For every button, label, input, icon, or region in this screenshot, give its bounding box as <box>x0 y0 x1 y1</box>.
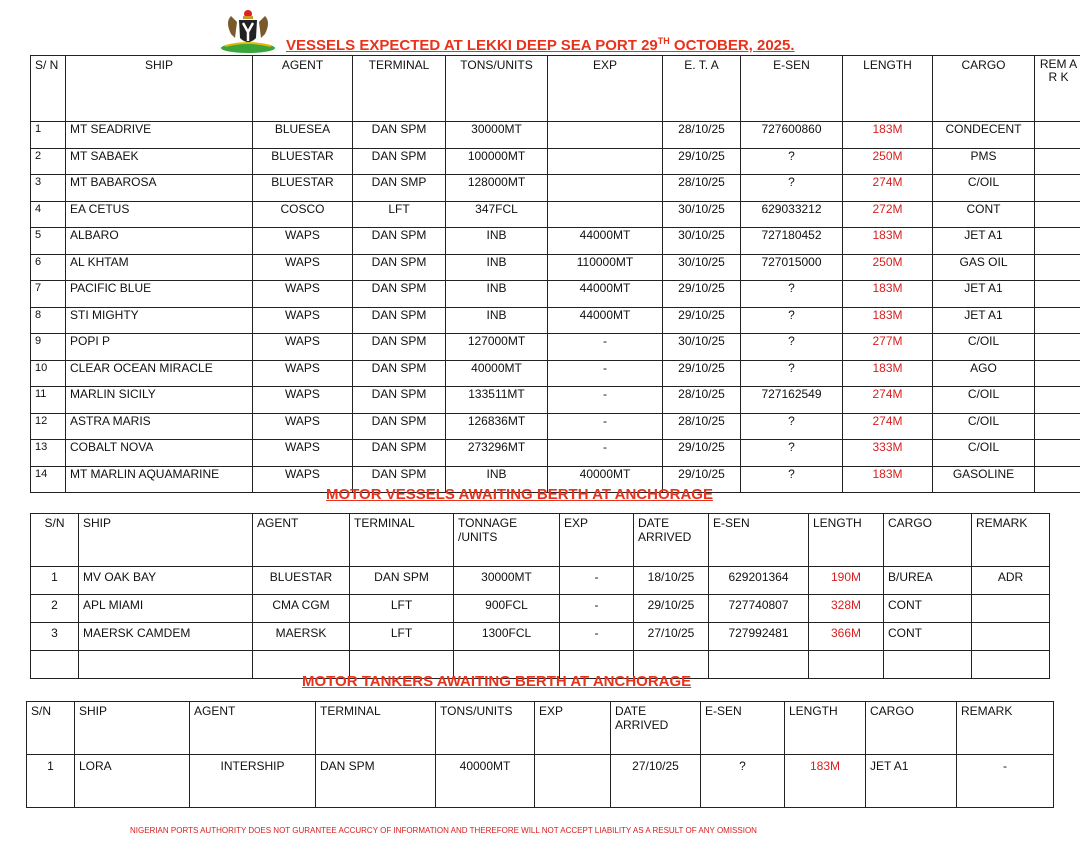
col-tons: TONS/UNITS <box>436 702 535 755</box>
cell-agent: BLUESTAR <box>253 148 353 175</box>
cell-agent: WAPS <box>253 440 353 467</box>
cell-cargo: JET A1 <box>866 755 957 808</box>
cell-cargo: C/OIL <box>933 440 1035 467</box>
cell-tons: INB <box>446 254 548 281</box>
cell-agent: INTERSHIP <box>190 755 316 808</box>
motor-tankers-title: MOTOR TANKERS AWAITING BERTH AT ANCHORAGE <box>302 673 692 690</box>
col-remark: REMARK <box>972 514 1050 567</box>
cell-exp: - <box>560 595 634 623</box>
cell-terminal: LFT <box>350 623 454 651</box>
col-exp: EXP <box>535 702 611 755</box>
table-row <box>27 755 1054 808</box>
cell-remark <box>1035 228 1080 255</box>
cell-terminal: DAN SPM <box>353 254 446 281</box>
cell-remark <box>1035 307 1080 334</box>
table-row <box>31 201 1080 228</box>
table-row <box>31 175 1080 202</box>
cell-eta: 28/10/25 <box>663 387 741 414</box>
cell-eta: 29/10/25 <box>663 281 741 308</box>
cell-tons: 40000MT <box>446 360 548 387</box>
cell-agent: WAPS <box>253 413 353 440</box>
expected-vessels-table <box>30 55 1080 493</box>
col-length: LENGTH <box>809 514 884 567</box>
cell-agent: COSCO <box>253 201 353 228</box>
cell-agent: BLUESTAR <box>253 175 353 202</box>
col-esen: E-SEN <box>701 702 785 755</box>
cell-cargo <box>884 651 972 679</box>
cell-remark <box>972 651 1050 679</box>
col-sn: S/N <box>27 702 75 755</box>
cell-length: 277M <box>843 334 933 361</box>
cell-eta: 29/10/25 <box>663 307 741 334</box>
col-date-arrived: DATE ARRIVED <box>611 702 701 755</box>
col-ship: SHIP <box>66 56 253 122</box>
cell-agent: WAPS <box>253 254 353 281</box>
cell-agent: CMA CGM <box>253 595 350 623</box>
cell-date: 29/10/25 <box>634 595 709 623</box>
cell-ship: CLEAR OCEAN MIRACLE <box>66 360 253 387</box>
cell-ship: EA CETUS <box>66 201 253 228</box>
cell-eta: 28/10/25 <box>663 413 741 440</box>
cell-cargo: JET A1 <box>933 281 1035 308</box>
cell-length: 274M <box>843 413 933 440</box>
cell-esen: 727180452 <box>741 228 843 255</box>
cell-ship: MT SEADRIVE <box>66 122 253 149</box>
cell-ship: PACIFIC BLUE <box>66 281 253 308</box>
col-cargo: CARGO <box>884 514 972 567</box>
cell-cargo: CONT <box>884 623 972 651</box>
cell-tons: INB <box>446 307 548 334</box>
cell-terminal: DAN SPM <box>353 360 446 387</box>
col-date-arrived: DATE ARRIVED <box>634 514 709 567</box>
cell-date: 18/10/25 <box>634 567 709 595</box>
cell-terminal: DAN SPM <box>353 281 446 308</box>
motor-vessels-table <box>30 513 1050 679</box>
cell-sn: 1 <box>31 122 66 149</box>
cell-length: 190M <box>809 567 884 595</box>
cell-agent: WAPS <box>253 387 353 414</box>
table-row <box>31 307 1080 334</box>
cell-terminal: DAN SPM <box>353 228 446 255</box>
cell-sn: 5 <box>31 228 66 255</box>
col-agent: AGENT <box>253 514 350 567</box>
cell-sn: 6 <box>31 254 66 281</box>
cell-eta: 30/10/25 <box>663 334 741 361</box>
cell-esen: ? <box>741 413 843 440</box>
cell-sn: 7 <box>31 281 66 308</box>
cell-tons: 30000MT <box>454 567 560 595</box>
cell-terminal: DAN SPM <box>353 440 446 467</box>
cell-remark <box>1035 122 1080 149</box>
cell-remark <box>1035 440 1080 467</box>
cell-cargo: PMS <box>933 148 1035 175</box>
cell-sn: 10 <box>31 360 66 387</box>
cell-sn: 2 <box>31 148 66 175</box>
cell-eta: 29/10/25 <box>663 148 741 175</box>
cell-exp: - <box>548 334 663 361</box>
cell-tons: INB <box>446 228 548 255</box>
cell-length <box>809 651 884 679</box>
cell-esen: 629033212 <box>741 201 843 228</box>
cell-ship: MT MARLIN AQUAMARINE <box>66 466 253 493</box>
cell-date: 27/10/25 <box>634 623 709 651</box>
cell-agent: WAPS <box>253 360 353 387</box>
col-remark: REM A R K <box>1035 56 1080 122</box>
table-header-row <box>31 56 1080 122</box>
cell-date: 27/10/25 <box>611 755 701 808</box>
cell-tons: 30000MT <box>446 122 548 149</box>
cell-ship: MT SABAEK <box>66 148 253 175</box>
cell-agent: MAERSK <box>253 623 350 651</box>
cell-eta: 30/10/25 <box>663 254 741 281</box>
cell-remark <box>1035 413 1080 440</box>
cell-cargo: C/OIL <box>933 334 1035 361</box>
cell-ship: MV OAK BAY <box>79 567 253 595</box>
table-row <box>31 334 1080 361</box>
cell-ship: POPI P <box>66 334 253 361</box>
col-sn: S/ N <box>31 56 66 122</box>
cell-esen <box>709 651 809 679</box>
cell-agent: BLUESEA <box>253 122 353 149</box>
cell-length: 250M <box>843 148 933 175</box>
cell-remark <box>1035 254 1080 281</box>
disclaimer-text: NIGERIAN PORTS AUTHORITY DOES NOT GURANTEE ACCURCY OF INFORMATION AND THEREFORE WILL NOT ACCEPT LIABILITY AS A RESULT OF ANY OMISSION <box>130 826 757 835</box>
col-agent: AGENT <box>253 56 353 122</box>
cell-esen: 727015000 <box>741 254 843 281</box>
cell-tons: INB <box>446 466 548 493</box>
col-esen: E-SEN <box>741 56 843 122</box>
cell-esen: ? <box>741 175 843 202</box>
cell-cargo: C/OIL <box>933 387 1035 414</box>
cell-agent: WAPS <box>253 466 353 493</box>
cell-sn: 11 <box>31 387 66 414</box>
cell-terminal: LFT <box>350 595 454 623</box>
cell-tons: INB <box>446 281 548 308</box>
cell-sn: 9 <box>31 334 66 361</box>
table-row <box>31 440 1080 467</box>
cell-ship: ALBARO <box>66 228 253 255</box>
cell-agent: WAPS <box>253 281 353 308</box>
cell-exp <box>548 122 663 149</box>
cell-cargo: B/UREA <box>884 567 972 595</box>
cell-esen: 727162549 <box>741 387 843 414</box>
cell-tons: 133511MT <box>446 387 548 414</box>
col-ship: SHIP <box>75 702 190 755</box>
col-eta: E. T. A <box>663 56 741 122</box>
cell-terminal: LFT <box>353 201 446 228</box>
page-title: VESSELS EXPECTED AT LEKKI DEEP SEA PORT 29TH OCTOBER, 2025. <box>286 36 795 54</box>
cell-length: 183M <box>843 466 933 493</box>
cell-eta: 29/10/25 <box>663 360 741 387</box>
cell-sn: 3 <box>31 623 79 651</box>
cell-esen: 629201364 <box>709 567 809 595</box>
cell-remark <box>1035 175 1080 202</box>
cell-tons: 347FCL <box>446 201 548 228</box>
table-row <box>31 387 1080 414</box>
table-row <box>31 228 1080 255</box>
col-terminal: TERMINAL <box>350 514 454 567</box>
col-terminal: TERMINAL <box>353 56 446 122</box>
col-agent: AGENT <box>190 702 316 755</box>
cell-exp: - <box>560 567 634 595</box>
cell-terminal: DAN SPM <box>353 148 446 175</box>
col-cargo: CARGO <box>866 702 957 755</box>
cell-exp: - <box>548 360 663 387</box>
cell-exp: 44000MT <box>548 281 663 308</box>
cell-esen: ? <box>741 440 843 467</box>
cell-cargo: C/OIL <box>933 413 1035 440</box>
motor-vessels-title: MOTOR VESSELS AWAITING BERTH AT ANCHORAGE <box>326 486 713 503</box>
table-row <box>31 148 1080 175</box>
cell-remark <box>1035 360 1080 387</box>
table-row <box>31 281 1080 308</box>
cell-terminal: DAN SPM <box>353 122 446 149</box>
cell-eta: 28/10/25 <box>663 122 741 149</box>
cell-length: 183M <box>843 360 933 387</box>
cell-length: 333M <box>843 440 933 467</box>
cell-terminal: DAN SPM <box>350 567 454 595</box>
cell-agent: WAPS <box>253 307 353 334</box>
cell-esen: ? <box>701 755 785 808</box>
cell-agent: BLUESTAR <box>253 567 350 595</box>
table-header-row <box>31 514 1050 567</box>
cell-terminal: DAN SPM <box>316 755 436 808</box>
cell-exp: - <box>548 440 663 467</box>
cell-length: 183M <box>843 122 933 149</box>
cell-exp: - <box>560 623 634 651</box>
cell-esen: 727992481 <box>709 623 809 651</box>
cell-remark <box>1035 281 1080 308</box>
cell-length: 183M <box>785 755 866 808</box>
col-tonnage: TONNAGE /UNITS <box>454 514 560 567</box>
table-row <box>31 413 1080 440</box>
cell-exp <box>548 175 663 202</box>
cell-ship: MAERSK CAMDEM <box>79 623 253 651</box>
cell-cargo: C/OIL <box>933 175 1035 202</box>
cell-exp <box>548 148 663 175</box>
cell-length: 183M <box>843 228 933 255</box>
cell-tons: 100000MT <box>446 148 548 175</box>
cell-sn: 8 <box>31 307 66 334</box>
table-row <box>31 254 1080 281</box>
cell-sn: 4 <box>31 201 66 228</box>
cell-ship: LORA <box>75 755 190 808</box>
cell-eta: 30/10/25 <box>663 201 741 228</box>
cell-ship: COBALT NOVA <box>66 440 253 467</box>
cell-sn: 3 <box>31 175 66 202</box>
cell-length: 366M <box>809 623 884 651</box>
cell-exp: 110000MT <box>548 254 663 281</box>
cell-tons: 1300FCL <box>454 623 560 651</box>
cell-cargo: JET A1 <box>933 307 1035 334</box>
cell-agent: WAPS <box>253 334 353 361</box>
cell-agent: WAPS <box>253 228 353 255</box>
cell-remark <box>972 623 1050 651</box>
col-esen: E-SEN <box>709 514 809 567</box>
cell-cargo: CONDECENT <box>933 122 1035 149</box>
cell-eta: 29/10/25 <box>663 466 741 493</box>
cell-eta: 30/10/25 <box>663 228 741 255</box>
cell-tons: 127000MT <box>446 334 548 361</box>
cell-remark <box>1035 387 1080 414</box>
table-row <box>31 360 1080 387</box>
col-tons: TONS/UNITS <box>446 56 548 122</box>
cell-exp: 40000MT <box>548 466 663 493</box>
cell-terminal: DAN SPM <box>353 466 446 493</box>
cell-length: 250M <box>843 254 933 281</box>
cell-exp: - <box>548 413 663 440</box>
cell-esen: 727740807 <box>709 595 809 623</box>
cell-remark <box>972 595 1050 623</box>
cell-length: 183M <box>843 281 933 308</box>
cell-esen: ? <box>741 334 843 361</box>
cell-exp <box>535 755 611 808</box>
cell-cargo: AGO <box>933 360 1035 387</box>
cell-ship: MARLIN SICILY <box>66 387 253 414</box>
cell-remark <box>1035 148 1080 175</box>
cell-esen: ? <box>741 307 843 334</box>
cell-length: 274M <box>843 175 933 202</box>
cell-esen: ? <box>741 281 843 308</box>
cell-length: 272M <box>843 201 933 228</box>
cell-length: 328M <box>809 595 884 623</box>
col-sn: S/N <box>31 514 79 567</box>
cell-exp: - <box>548 387 663 414</box>
cell-terminal: DAN SPM <box>353 334 446 361</box>
col-remark: REMARK <box>957 702 1054 755</box>
cell-length: 183M <box>843 307 933 334</box>
table-row <box>31 567 1050 595</box>
cell-tons: 273296MT <box>446 440 548 467</box>
cell-sn <box>31 651 79 679</box>
cell-esen: ? <box>741 148 843 175</box>
col-cargo: CARGO <box>933 56 1035 122</box>
cell-terminal: DAN SMP <box>353 175 446 202</box>
cell-terminal: DAN SPM <box>353 387 446 414</box>
cell-remark <box>1035 201 1080 228</box>
cell-tons: 40000MT <box>436 755 535 808</box>
cell-esen: ? <box>741 360 843 387</box>
cell-cargo: JET A1 <box>933 228 1035 255</box>
cell-ship: MT BABAROSA <box>66 175 253 202</box>
col-terminal: TERMINAL <box>316 702 436 755</box>
col-length: LENGTH <box>785 702 866 755</box>
cell-tons: 128000MT <box>446 175 548 202</box>
cell-ship: ASTRA MARIS <box>66 413 253 440</box>
cell-ship: STI MIGHTY <box>66 307 253 334</box>
table-row <box>31 623 1050 651</box>
cell-ship <box>79 651 253 679</box>
table-row <box>31 122 1080 149</box>
cell-cargo: CONT <box>933 201 1035 228</box>
cell-cargo: GAS OIL <box>933 254 1035 281</box>
cell-remark <box>1035 466 1080 493</box>
cell-length: 274M <box>843 387 933 414</box>
cell-remark: - <box>957 755 1054 808</box>
coat-of-arms-icon <box>219 8 277 54</box>
cell-cargo: GASOLINE <box>933 466 1035 493</box>
cell-sn: 14 <box>31 466 66 493</box>
cell-eta: 29/10/25 <box>663 440 741 467</box>
cell-tons: 900FCL <box>454 595 560 623</box>
cell-eta: 28/10/25 <box>663 175 741 202</box>
motor-tankers-table <box>26 701 1054 808</box>
cell-ship: APL MIAMI <box>79 595 253 623</box>
col-ship: SHIP <box>79 514 253 567</box>
cell-remark: ADR <box>972 567 1050 595</box>
cell-cargo: CONT <box>884 595 972 623</box>
cell-terminal: DAN SPM <box>353 307 446 334</box>
col-exp: EXP <box>548 56 663 122</box>
col-exp: EXP <box>560 514 634 567</box>
cell-esen: ? <box>741 466 843 493</box>
cell-exp <box>548 201 663 228</box>
cell-esen: 727600860 <box>741 122 843 149</box>
cell-sn: 2 <box>31 595 79 623</box>
cell-sn: 12 <box>31 413 66 440</box>
cell-exp: 44000MT <box>548 307 663 334</box>
cell-ship: AL KHTAM <box>66 254 253 281</box>
cell-terminal: DAN SPM <box>353 413 446 440</box>
cell-exp: 44000MT <box>548 228 663 255</box>
cell-remark <box>1035 334 1080 361</box>
table-row <box>31 595 1050 623</box>
cell-tons: 126836MT <box>446 413 548 440</box>
table-header-row <box>27 702 1054 755</box>
cell-sn: 1 <box>31 567 79 595</box>
cell-sn: 1 <box>27 755 75 808</box>
cell-sn: 13 <box>31 440 66 467</box>
col-length: LENGTH <box>843 56 933 122</box>
